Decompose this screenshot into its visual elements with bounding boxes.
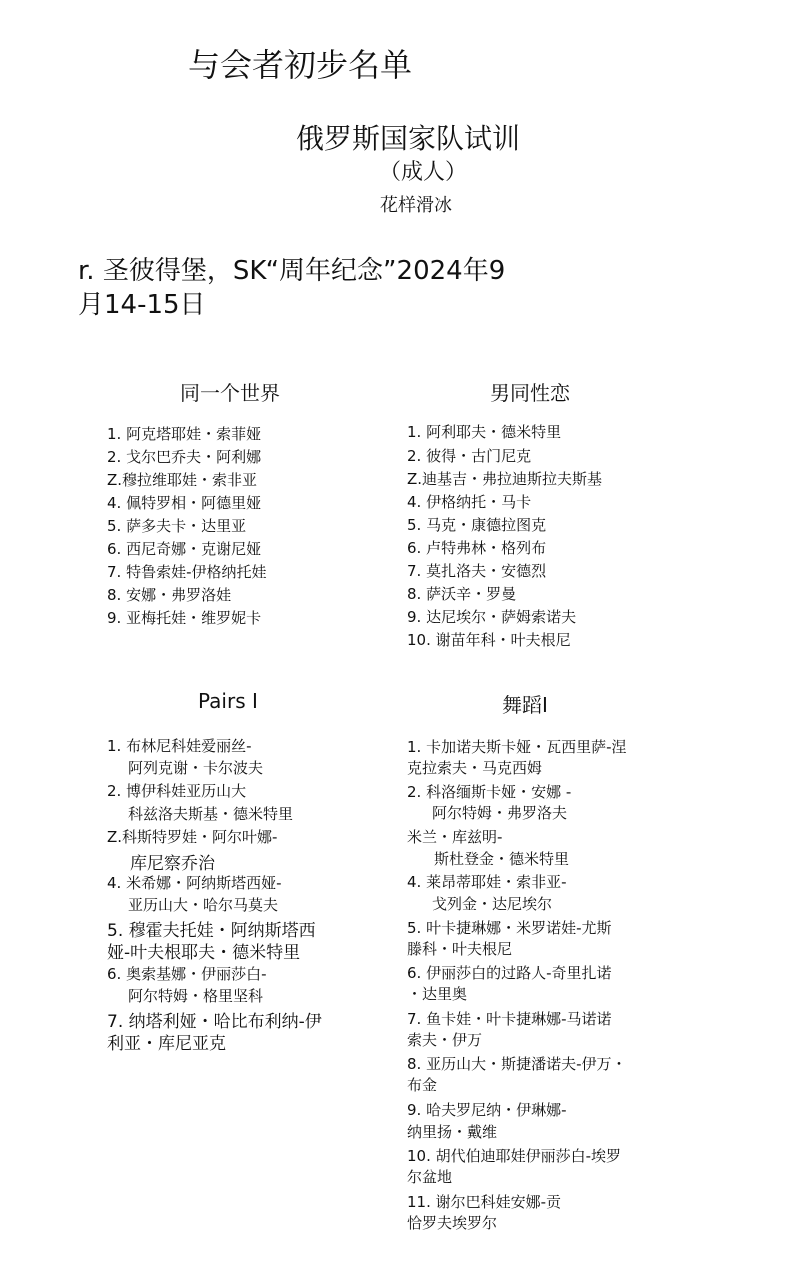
section-title-women: 同一个世界: [180, 381, 280, 405]
venue-date: [78, 254, 505, 322]
list-item: 阿尔特姆・弗罗洛夫: [432, 804, 568, 822]
list-item: 5. 叶卡捷琳娜・米罗诺娃-尤斯: [407, 919, 612, 937]
list-item: 2. 博伊科娃亚历山大: [107, 782, 247, 800]
list-item: Z.科斯特罗娃・阿尔叶娜-: [107, 828, 278, 846]
list-item: 8. 安娜・弗罗洛娃: [107, 586, 232, 604]
list-item: 娅-叶夫根耶夫・德米特里: [107, 943, 301, 963]
list-item: 5. 穆霍夫托娃・阿纳斯塔西: [107, 921, 316, 941]
list-item: 9. 哈夫罗尼纳・伊琳娜-: [407, 1101, 567, 1119]
list-item: 阿列克谢・卡尔波夫: [128, 759, 264, 777]
list-item: 米兰・库兹明-: [407, 828, 503, 846]
list-item: 科兹洛夫斯基・德米特里: [128, 805, 294, 823]
list-item: 尔盆地: [407, 1168, 453, 1186]
list-item: 利亚・库尼亚克: [107, 1034, 226, 1054]
list-item: 9. 亚梅托娃・维罗妮卡: [107, 609, 262, 627]
list-item: 斯杜登金・德米特里: [434, 850, 570, 868]
list-item: 4. 莱昂蒂耶娃・索非亚-: [407, 873, 567, 891]
list-item: 索夫・伊万: [407, 1031, 483, 1049]
list-item: 10. 胡代伯迪耶娃伊丽莎白-埃罗: [407, 1147, 622, 1165]
list-item: 纳里扬・戴维: [407, 1123, 498, 1141]
list-item: 1. 阿克塔耶娃・索菲娅: [107, 425, 262, 443]
venue-line-2: 月14-15日: [78, 290, 206, 320]
list-item: 2. 科洛缅斯卡娅・安娜 -: [407, 783, 572, 801]
list-item: 8. 萨沃辛・罗曼: [407, 585, 517, 603]
list-item: Z.迪基吉・弗拉迪斯拉夫斯基: [407, 470, 603, 488]
list-item: ・达里奥: [407, 985, 468, 1003]
list-item: 1. 阿利耶夫・德米特里: [407, 423, 562, 441]
list-item: 9. 达尼埃尔・萨姆索诺夫: [407, 608, 577, 626]
list-item: 克拉索夫・马克西姆: [407, 759, 543, 777]
event-title: 俄罗斯国家队试训: [296, 122, 521, 155]
list-item: Z.穆拉维耶娃・索非亚: [107, 471, 258, 489]
list-item: 10. 谢苗年科・叶夫根尼: [407, 631, 571, 649]
list-item: 11. 谢尔巴科娃安娜-贡: [407, 1193, 562, 1211]
list-item: 布金: [407, 1076, 438, 1094]
list-item: 6. 西尼奇娜・克谢尼娅: [107, 540, 262, 558]
list-item: 2. 戈尔巴乔夫・阿利娜: [107, 448, 262, 466]
list-item: 6. 伊丽莎白的过路人-奇里扎诺: [407, 964, 612, 982]
list-item: 亚历山大・哈尔马莫夫: [128, 896, 279, 914]
section-title-men: 男同性恋: [490, 381, 570, 405]
list-item: 6. 卢特弗林・格列布: [407, 539, 547, 557]
list-item: 4. 伊格纳托・马卡: [407, 493, 532, 511]
list-item: 滕科・叶夫根尼: [407, 940, 513, 958]
list-item: 阿尔特姆・格里坚科: [128, 987, 264, 1005]
section-title-dance: 舞蹈I: [502, 693, 548, 717]
event-category: （成人）: [379, 160, 468, 185]
list-item: 4. 佩特罗相・阿德里娅: [107, 494, 262, 512]
event-discipline: 花样滑冰: [380, 195, 452, 216]
document-title: 与会者初步名单: [188, 46, 413, 84]
list-item: 1. 布林尼科娃爱丽丝-: [107, 737, 252, 755]
list-item: 7. 鱼卡娃・叶卡捷琳娜-马诺诺: [407, 1010, 612, 1028]
list-item: 7. 莫扎洛夫・安德烈: [407, 562, 547, 580]
list-item: 5. 萨多夫卡・达里亚: [107, 517, 247, 535]
list-item: 5. 马克・康德拉图克: [407, 516, 547, 534]
venue-line-1: r. 圣彼得堡，SK“周年纪念”2024年9: [78, 256, 506, 286]
list-item: 6. 奥索基娜・伊丽莎白-: [107, 965, 267, 983]
list-item: 1. 卡加诺夫斯卡娅・瓦西里萨-涅: [407, 738, 627, 756]
list-item: 2. 彼得・古门尼克: [407, 447, 532, 465]
list-item: 库尼察乔治: [130, 854, 215, 874]
list-item: 8. 亚历山大・斯捷潘诺夫-伊万・: [407, 1055, 627, 1073]
list-item: 7. 特鲁索娃-伊格纳托娃: [107, 563, 267, 581]
list-item: 7. 纳塔利娅・哈比布利纳-伊: [107, 1012, 322, 1032]
section-title-pairs: Pairs I: [198, 689, 258, 713]
list-item: 戈列金・达尼埃尔: [432, 895, 553, 913]
list-item: 恰罗夫埃罗尔: [407, 1214, 498, 1232]
list-item: 4. 米希娜・阿纳斯塔西娅-: [107, 874, 282, 892]
